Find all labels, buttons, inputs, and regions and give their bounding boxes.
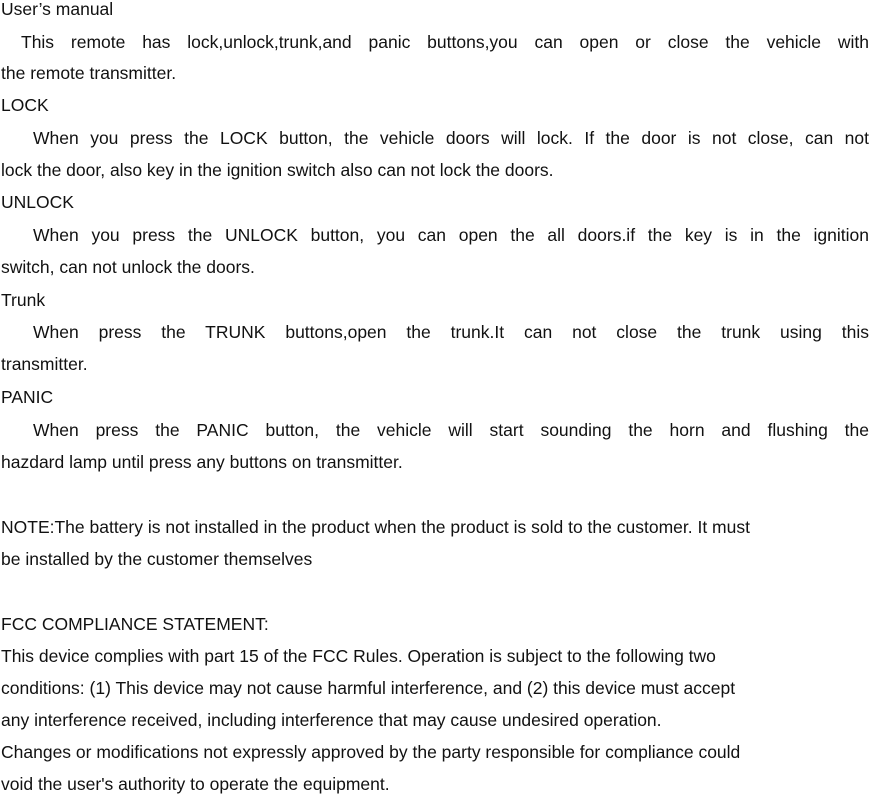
- fcc-line-3: any interference received, including interference that may cause undesired operation.: [1, 710, 662, 730]
- trunk-line-2: transmitter.: [1, 354, 88, 374]
- fcc-heading: FCC COMPLIANCE STATEMENT:: [1, 614, 269, 634]
- lock-line-1: When you press the LOCK button, the vehicle doors will lock. If the door is not close, can not: [33, 128, 869, 148]
- lock-line-2: lock the door, also key in the ignition switch also can not lock the doors.: [1, 160, 554, 180]
- fcc-line-4: Changes or modifications not expressly approved by the party responsible for compliance could: [1, 742, 741, 762]
- intro-line-2: the remote transmitter.: [1, 63, 177, 83]
- document-title: User’s manual: [1, 0, 114, 19]
- note-line-2: be installed by the customer themselves: [1, 549, 313, 569]
- fcc-line-1: This device complies with part 15 of the FCC Rules. Operation is subject to the following two: [1, 646, 716, 666]
- trunk-line-1: When press the TRUNK buttons,open the trunk.It can not close the trunk using this: [33, 322, 869, 342]
- panic-heading: PANIC: [1, 387, 54, 407]
- panic-line-2: hazdard lamp until press any buttons on transmitter.: [1, 452, 403, 472]
- unlock-line-2: switch, can not unlock the doors.: [1, 257, 255, 277]
- unlock-line-1: When you press the UNLOCK button, you can open the all doors.if the key is in the ignition: [33, 225, 869, 245]
- intro-line-1: This remote has lock,unlock,trunk,and panic buttons,you can open or close the vehicle with: [21, 32, 869, 52]
- fcc-line-5: void the user's authority to operate the equipment.: [1, 774, 390, 794]
- unlock-heading: UNLOCK: [1, 192, 74, 212]
- fcc-line-2: conditions: (1) This device may not cause harmful interference, and (2) this device must accept: [1, 678, 736, 698]
- panic-line-1: When press the PANIC button, the vehicle will start sounding the horn and flushing the: [33, 420, 869, 440]
- note-line-1: NOTE:The battery is not installed in the product when the product is sold to the customer. It must: [1, 517, 750, 537]
- lock-heading: LOCK: [1, 95, 49, 115]
- trunk-heading: Trunk: [1, 290, 46, 310]
